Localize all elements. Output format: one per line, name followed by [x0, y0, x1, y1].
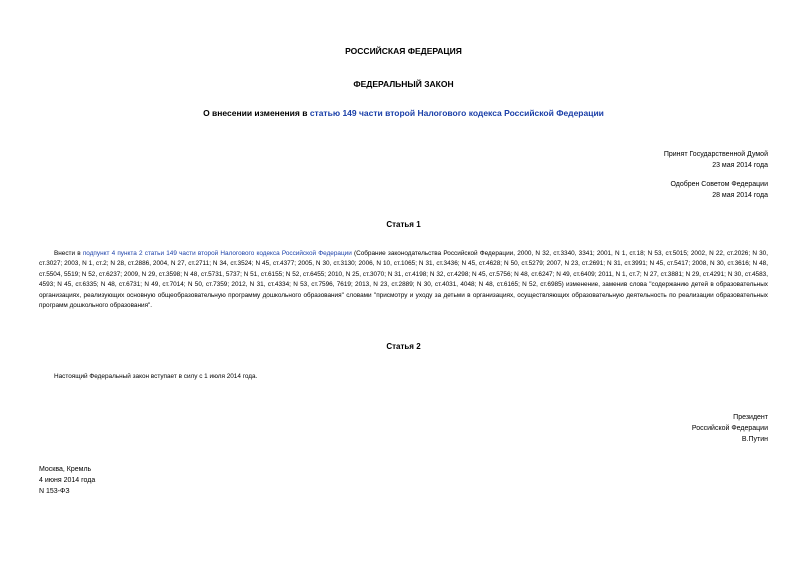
- council-approval: [670, 179, 768, 201]
- council-date: 28 мая 2014 года: [712, 192, 768, 199]
- article-1-prefix: Внести в: [54, 250, 83, 257]
- footer-date: 4 июня 2014 года: [39, 477, 96, 484]
- article-1-body: (Собрание законодательства Российской Федерации, 2000, N 32, ст.3340, 3341; 2001, N 1, ст.18; N 53, ст.5015; 2002, N 22, ст.2026; N 30, ст.3027; 2003, N 1, ст.2; N 28, ст.2886, 2004, N 27, ст.2711; N 34, ст.3524; N 45, ст.4377; 2005, N 30, ст.3130; 2006, N 10, ст.1065; N 31, ст.3436; N 45, ст.4628; N 50, ст.5279; 2007, N 23, ст.2691; N 31, ст.3991; N 45, ст.5417; 2008, N 30, ст.3616; N 48, ст.5504, 5519; N 52, ст.6237; 2009, N 29, ст.3598; N 48, ст.5731, 5737; N 51, ст.6155; N 52, ст.6455; 2010, N 25, ст.3070; N 31, ст.4198; N 32, ст.4298; N 45, ст.5756; N 48, ст.6247; N 49, ст.6409; 2011, N 1, ст.7; N 27, ст.3881; N 29, ст.4291; N 30, ст.4583, 4593; N 45, ст.6335; N 48, ст.6731; N 49, ст.7014; N 50, ст.7359; 2012, N 31, ст.4334; N 53, ст.7596, 7619; 2013, N 23, ст.2889; N 30, ст.4031, 4048; N 48, ст.6165; N 52, ст.6985) изменение, заменив слова "содержанию детей в образовательных организациях, реализующих основную общеобразовательную программу дошкольного образования" словами "присмотру и уходу за детьми в организациях, осуществляющих образовательную деятельность по реализации образовательных программ дошкольного образования".: [39, 250, 769, 310]
- footer-block: [39, 464, 95, 497]
- signature-block: [692, 412, 768, 445]
- country-heading: РОССИЙСКАЯ ФЕДЕРАЦИЯ: [345, 46, 462, 56]
- law-title-prefix: О внесении изменения в: [203, 108, 310, 118]
- law-title-link[interactable]: статью 149 части второй Налогового кодекса Российской Федерации: [309, 108, 604, 118]
- article-1-heading: Статья 1: [386, 220, 421, 229]
- law-title: [0, 108, 807, 118]
- duma-label: Принят Государственной Думой: [663, 151, 768, 158]
- signature-name: В.Путин: [741, 436, 768, 443]
- duma-date: 23 мая 2014 года: [712, 162, 768, 169]
- footer-place: Москва, Кремль: [39, 466, 92, 473]
- doc-type-heading: ФЕДЕРАЛЬНЫЙ ЗАКОН: [353, 79, 454, 89]
- footer-number: N 153-ФЗ: [39, 488, 70, 495]
- article-2-heading: Статья 2: [386, 342, 421, 351]
- duma-adoption: [664, 149, 768, 171]
- council-label: Одобрен Советом Федерации: [670, 181, 768, 188]
- signature-title: Президент: [733, 414, 768, 421]
- article-1-text: [39, 249, 768, 311]
- article-1-link[interactable]: подпункт 4 пункта 2 статьи 149 части второй Налогового кодекса Российской Федерации: [82, 250, 352, 257]
- article-2-text: Настоящий Федеральный закон вступает в силу с 1 июля 2014 года.: [54, 373, 258, 380]
- signature-country: Российской Федерации: [691, 425, 768, 432]
